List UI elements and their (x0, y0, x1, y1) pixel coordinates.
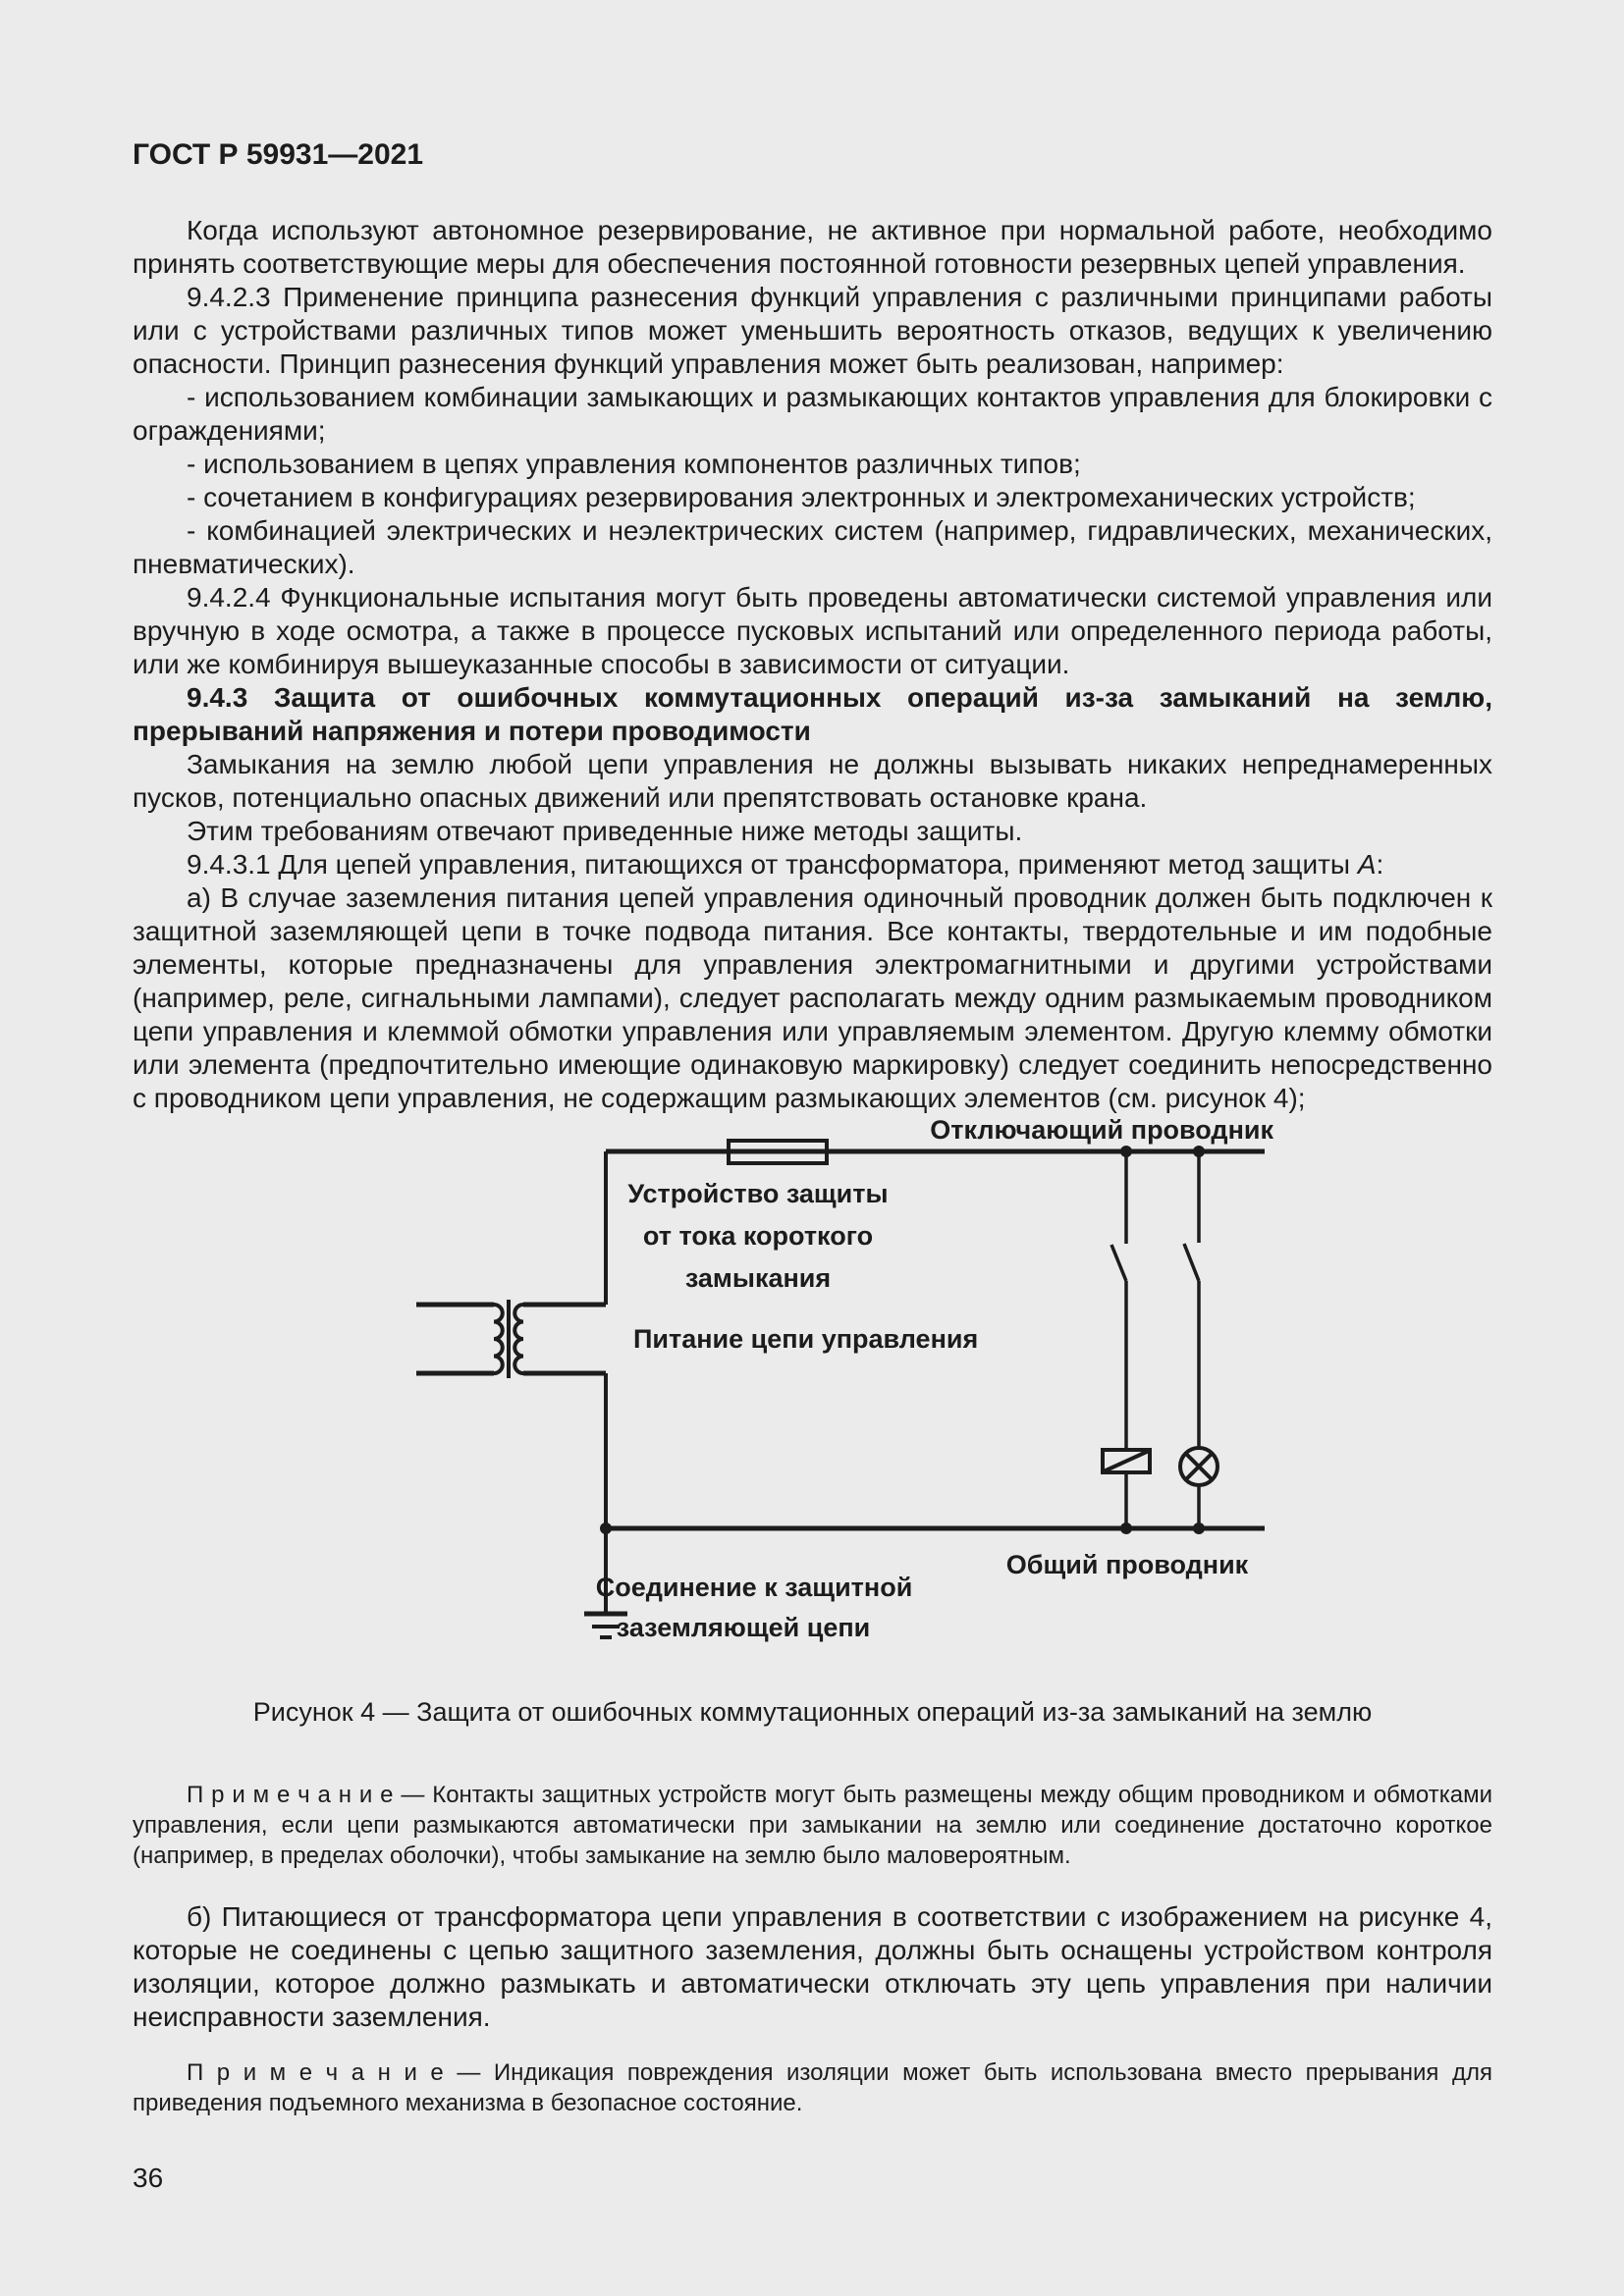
method-a-emphasis: А (1357, 849, 1377, 880)
list-item: - использованием комбинации замыкающих и размыкающих контактов управления для блокировки с ограждениями; (133, 382, 1492, 446)
contact-branch-lamp (1180, 1146, 1218, 1534)
paragraph-ground-faults: Замыкания на землю любой цепи управления не должны вызывать никаких непреднамеренных пусков, потенциально опасных движений или препятствовать остановке крана. (133, 749, 1492, 813)
page-number: 36 (133, 2163, 164, 2193)
label-control-supply: Питание цепи управления (633, 1324, 979, 1354)
note-insulation-indication: П р и м е ч а н и е — Индикация повреждения изоляции может быть использована вместо прерывания для приведения подъемного механизма в безопасное состояние. (133, 2059, 1492, 2116)
junction-dot (600, 1522, 612, 1534)
paragraph-9-4-3-1-colon: : (1376, 849, 1384, 880)
paragraph-9-4-2-4: 9.4.2.4 Функциональные испытания могут быть проведены автоматически системой управления или вручную в ходе осмотра, а также в процессе пусковых испытаний или определенного периода работы, или же комбинируя вышеуказанные способы в зависимости от ситуации. (133, 582, 1492, 679)
label-earth-connection-line1: Соединение к защитной (595, 1573, 913, 1602)
primary-winding (494, 1305, 503, 1373)
figure-4-caption: Рисунок 4 — Защита от ошибочных коммутационных операций из-за замыканий на землю (252, 1697, 1373, 1727)
paragraph-item-b: б) Питающиеся от трансформатора цепи управления в соответствии с изображением на рисунке 4, которые не соединены с цепью защитного заземления, должны быть оснащены устройством контроля изоляции, которое должно размыкать и автоматически отключать эту цепь управления при наличии неисправности заземления. (133, 1901, 1492, 2032)
document-code-header: ГОСТ Р 59931—2021 (133, 138, 424, 171)
circuit-diagram-svg (270, 1101, 1291, 1666)
switch-contact-blade (1184, 1244, 1199, 1281)
list-item: - комбинацией электрических и неэлектрических систем (например, гидравлических, механических, пневматических). (133, 515, 1492, 579)
paragraph-methods: Этим требованиям отвечают приведенные ниже методы защиты. (187, 816, 1023, 846)
switch-contact-blade (1111, 1245, 1126, 1281)
label-disconnecting-conductor: Отключающий проводник (930, 1115, 1273, 1145)
label-scp-device-line1: Устройство защиты (627, 1179, 889, 1208)
list-item: - сочетанием в конфигурациях резервирования электронных и электромеханических устройств; (187, 482, 1416, 512)
paragraph-intro: Когда используют автономное резервирование, не активное при нормальной работе, необходимо принять соответствующие меры для обеспечения постоянной готовности резервных цепей управления. (133, 215, 1492, 279)
label-common-conductor: Общий проводник (1005, 1550, 1249, 1579)
paragraph-9-4-2-3: 9.4.2.3 Применение принципа разнесения функций управления с различными принципами работы или с устройствами различных типов может уменьшить вероятность отказов, ведущих к увеличению опасности. Принцип разнесения функций управления может быть реализован, например: (133, 282, 1492, 379)
label-scp-device-line2: от тока короткого (642, 1221, 874, 1251)
paragraph-9-4-3-1 (133, 848, 1492, 881)
section-heading-9-4-3: 9.4.3 Защита от ошибочных коммутационных операций из-за замыканий на землю, прерываний напряжения и потери проводимости (133, 682, 1492, 746)
contact-branch-relay (1103, 1146, 1150, 1534)
label-scp-device-line3: замыкания (684, 1263, 832, 1293)
page-content (133, 137, 1492, 2195)
paragraph-item-a: а) В случае заземления питания цепей управления одиночный проводник должен быть подключен к защитной заземляющей цепи в точке подвода питания. Все контакты, твердотельные и им подобные элементы, которые предназначены для управления электромагнитными и другими устройствами (например, реле, сигнальными лампами), следует располагать между одним размыкаемым проводником цепи управления и клеммой обмотки управления или управляемым элементом. Другую клемму обмотки или элемента (предпочтительно имеющие одинаковую маркировку) следует соединить непосредственно с проводником цепи управления, не содержащим размыкающих элементов (см. рисунок 4); (133, 882, 1492, 1113)
paragraph-9-4-3-1-text: 9.4.3.1 Для цепей управления, питающихся от трансформатора, применяют метод защиты (187, 849, 1358, 880)
note-after-figure: П р и м е ч а н и е — Контакты защитных устройств могут быть размещены между общим проводником и обмотками управления, если цепи размыкаются автоматически при замыкании на землю или соединение достаточно короткое (например, в пределах оболочки), чтобы замыкание на землю было маловероятным. (133, 1782, 1492, 1869)
label-earth-connection-line2: заземляющей цепи (616, 1613, 871, 1642)
transformer-symbol (416, 1300, 606, 1378)
figure-4-diagram (270, 1101, 1291, 1666)
list-item: - использованием в цепях управления компонентов различных типов; (187, 449, 1081, 479)
secondary-winding (514, 1305, 523, 1373)
relay-coil-diagonal (1104, 1451, 1149, 1471)
